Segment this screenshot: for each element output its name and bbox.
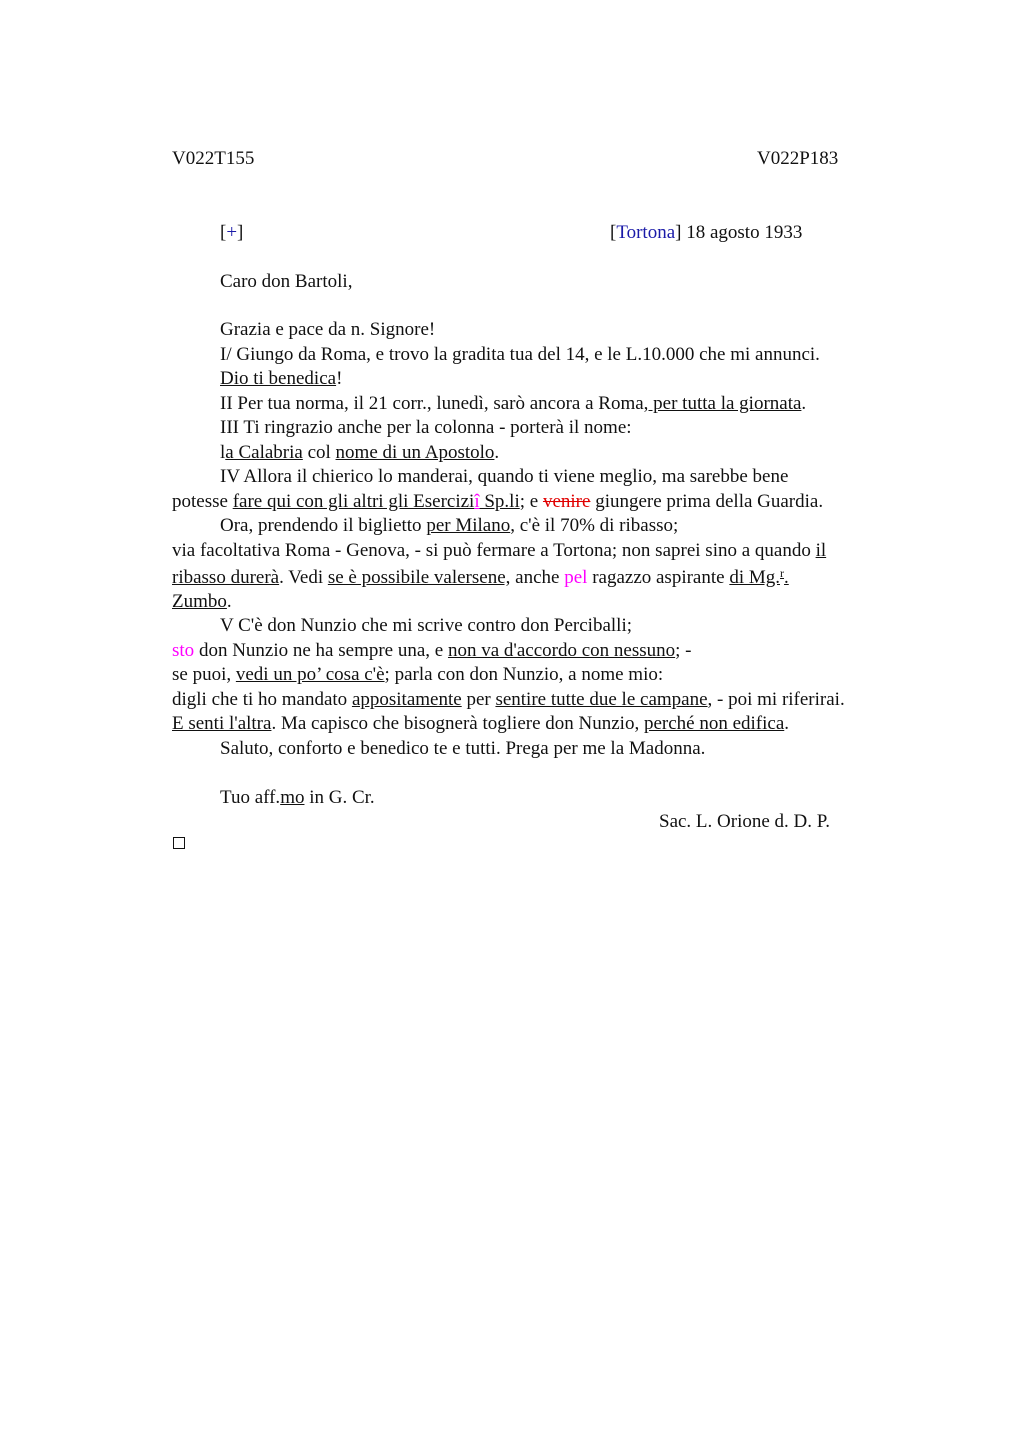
underlined-text: se è possibile valersene,	[327, 567, 511, 588]
superscript: r	[780, 566, 785, 580]
underlined-text: non va d'accordo con nessuno	[447, 640, 676, 661]
deleted-word: venire	[542, 491, 591, 512]
letter-date: 18 agosto 1933	[681, 222, 803, 243]
underlined-text: vedi un po’ cosa c'è	[235, 664, 385, 685]
text-run: don Nunzio ne ha sempre una, e	[194, 640, 448, 661]
bracket: ]	[237, 222, 244, 243]
bracket: [	[220, 222, 227, 243]
underlined-text: perché non edifica	[643, 713, 785, 734]
body-line-3	[220, 367, 342, 391]
text-run: per	[461, 689, 496, 710]
text-run: via facoltativa Roma - Genova, - si può fermare a Tortona; non saprei sino a quando	[172, 540, 816, 561]
body-line-2: I/ Giungo da Roma, e trovo la gradita tua del 14, e le L.10.000 che mi annunci.	[220, 344, 820, 365]
underlined-text: di Mg.	[729, 567, 781, 588]
underlined-text: nome di un Apostolo	[335, 442, 495, 463]
document-code-right: V022P183	[757, 148, 839, 169]
text-run: !	[336, 368, 343, 389]
inserted-word: pel	[564, 567, 588, 588]
text-run: in G. Cr.	[304, 787, 375, 808]
body-line-13: V C'è don Nunzio che mi scrive contro don Perciballi;	[220, 615, 633, 636]
text-run: ; e	[519, 491, 543, 512]
body-line-16	[172, 688, 845, 712]
underlined-text: per Milano	[426, 515, 511, 536]
text-run: l	[220, 442, 226, 463]
text-run: .	[801, 393, 807, 414]
inserted-word: sto	[172, 640, 195, 661]
underlined-text: appositamente	[351, 689, 462, 710]
text-run: . Ma capisco che bisognerà togliere don Nunzio,	[271, 713, 644, 734]
body-line-1: Grazia e pace da n. Signore!	[220, 319, 436, 340]
body-line-9	[220, 514, 678, 538]
inserted-character: î	[474, 491, 480, 512]
text-run: . Vedi	[279, 567, 328, 588]
body-line-5: III Ti ringrazio anche per la colonna - porterà il nome:	[220, 417, 632, 438]
text-run: , - poi mi riferirai.	[707, 689, 845, 710]
text-run: ; parla con don Nunzio, a nome mio:	[384, 664, 664, 685]
end-marker-square	[173, 837, 185, 849]
closing	[220, 786, 375, 810]
text-run: Ora, prendendo il biglietto	[220, 515, 427, 536]
cross-mark	[220, 221, 243, 245]
salutation: Caro don Bartoli,	[220, 271, 353, 292]
text-run: se puoi,	[172, 664, 236, 685]
text-run: .	[494, 442, 500, 463]
text-run: II Per tua norma, il 21 corr., lunedì, sarò ancora a Roma	[220, 393, 644, 414]
underlined-text: mo	[280, 787, 305, 808]
body-line-18: Saluto, conforto e benedico te e tutti. Prega per me la Madonna.	[220, 738, 706, 759]
underlined-text: fare qui con gli altri gli Esercizi	[232, 491, 475, 512]
body-line-7: IV Allora il chierico lo manderai, quando ti viene meglio, ma sarebbe bene	[220, 466, 789, 487]
text-run: ; -	[675, 640, 692, 661]
text-run: Tuo aff.	[220, 787, 281, 808]
body-line-4	[220, 392, 806, 416]
place-date	[610, 221, 802, 245]
place-name: Tortona	[616, 222, 676, 243]
body-line-6	[220, 441, 499, 465]
text-run: potesse	[172, 491, 233, 512]
underlined-text: a Calabria	[225, 442, 303, 463]
underlined-text: Zumbo	[172, 591, 227, 612]
body-line-8	[172, 490, 823, 514]
text-run: .	[226, 591, 232, 612]
underlined-text: sentire tutte due le campane	[495, 689, 708, 710]
body-line-12	[172, 590, 232, 614]
bracket: [	[610, 222, 617, 243]
text-run: anche	[510, 567, 565, 588]
text-run: .	[784, 713, 790, 734]
underlined-text: Sp.li	[479, 491, 520, 512]
text-run: , c'è il 70% di ribasso;	[510, 515, 679, 536]
body-line-15	[172, 663, 663, 687]
text-run: ragazzo aspirante	[587, 567, 730, 588]
underlined-text: , per tutta la giornata	[643, 393, 802, 414]
body-line-17	[172, 712, 789, 736]
bracket: ]	[675, 222, 682, 243]
underlined-text: ribasso durerà	[172, 567, 280, 588]
underlined-text: il	[815, 540, 827, 561]
body-line-10	[172, 539, 826, 563]
text-run: digli che ti ho mandato	[172, 689, 352, 710]
underlined-text: .	[784, 567, 789, 588]
document-code-left: V022T155	[172, 148, 255, 169]
text-run: giungere prima della Guardia.	[590, 491, 824, 512]
cross-symbol: +	[226, 222, 238, 243]
underlined-text: Dio ti benedica	[220, 368, 337, 389]
signature: Sac. L. Orione d. D. P.	[659, 811, 830, 832]
text-run: col	[302, 442, 336, 463]
body-line-14	[172, 639, 691, 663]
body-line-11	[172, 566, 789, 590]
underlined-text: E senti l'altra	[172, 713, 272, 734]
